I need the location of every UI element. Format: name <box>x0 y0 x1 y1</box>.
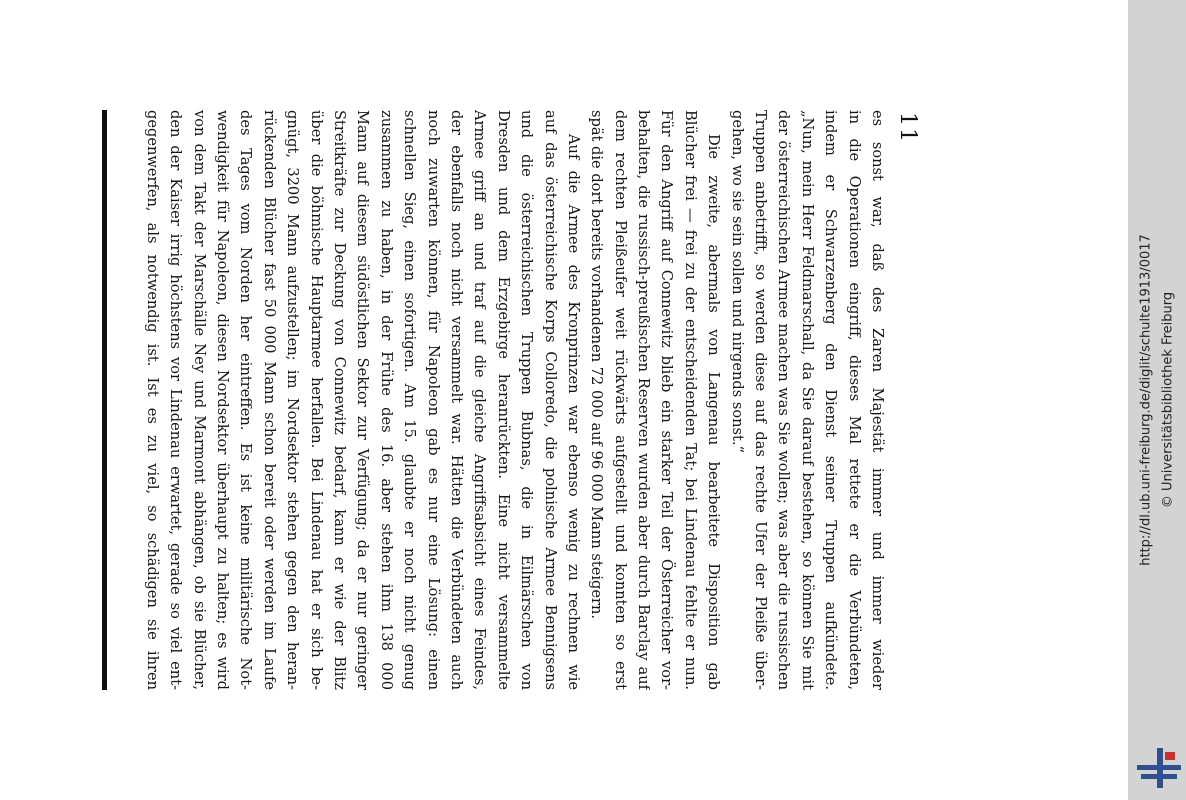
text-line: dem rechten Pleißeufer weit rückwärts aufgestellt und konnten so erst <box>611 110 629 690</box>
text-line: Blücher frei — frei zu der entscheidenden Tat; bei Lindenau fehlte er nun. <box>681 110 699 690</box>
text-line: über die böhmische Hauptarmee herfallen. Bei Lindenau hat er sich be- <box>307 110 325 690</box>
page-text <box>141 110 890 690</box>
text-line: Streitkräfte zur Deckung von Connewitz bedarf, kann er wie der Blitz <box>331 110 349 690</box>
header-rule <box>102 110 107 690</box>
text-line: zusammen zu haben, in der Frühe des 16. aber stehen ihm 138 000 <box>377 110 395 690</box>
page-number: 11 <box>895 112 920 144</box>
text-line: Für den Angriff auf Connewitz blieb ein starker Teil der Österreicher vor- <box>658 110 676 690</box>
text-line: auf das österreichische Korps Colloredo, die polnische Armee Bennigsens <box>541 110 559 690</box>
text-line: des Tages vom Norden her eintreffen. Es ist keine militärische Not- <box>237 110 255 690</box>
text-line: noch zuwarten können, für Napoleon gab es nur eine Lösung: einen <box>424 110 442 690</box>
text-line: „Nun, mein Herr Feldmarschall, da Sie darauf bestehen, so können Sie mit <box>798 110 816 690</box>
source-url[interactable]: http://dl.ub.uni-freiburg.de/diglit/schulte1913/0017 <box>1138 234 1154 566</box>
text-line: spät die dort bereits vorhandenen 72 000 auf 96 000 Mann steigern. <box>588 110 606 620</box>
text-line: in die Operationen eingriff, dieses Mal rettete er die Verbündeten, <box>845 110 863 690</box>
text-line: indem er Schwarzenberg den Dienst seiner Truppen aufkündete. <box>822 110 840 690</box>
text-line: Dresden und dem Erzgebirge heranrückten. Eine nicht versammelte <box>494 110 512 690</box>
library-sidebar <box>1128 0 1186 800</box>
text-line: Truppen anbetrifft, so werden diese auf das rechte Ufer der Pleiße über- <box>752 110 770 690</box>
text-line: wendigkeit für Napoleon, diesen Nordsektor überhaupt zu halten; es wird <box>214 110 232 690</box>
text-line: Die zweite, abermals von Langenau bearbeitete Disposition gab <box>705 134 723 690</box>
text-line: der ebenfalls noch nicht versammelt war. Hätten die Verbündeten auch <box>447 110 465 690</box>
text-line: schnellen Sieg, einen sofortigen. Am 15. glaubte er noch nicht genug <box>401 110 419 690</box>
text-line: es sonst war, daß des Zaren Majestät immer und immer wieder <box>869 110 886 690</box>
text-line: der österreichischen Armee machen was Sie wollen; was aber die russischen <box>775 110 793 690</box>
text-line: gegenwerfen, als notwendig ist. Ist es zu viel, so schädigen sie ihren <box>143 110 161 690</box>
text-line: den der Kaiser irrig höchstens vor Lindenau erwartet, gerade so viel ent- <box>167 110 185 690</box>
text-line: Mann auf diesem südöstlichen Sektor zur Verfügung; da er nur geringer <box>354 110 372 690</box>
text-line: und die österreichischen Truppen Bubnas, die in Eilmärschen von <box>518 110 536 690</box>
text-line: rückenden Blücher fast 50 000 Mann schon bereit oder werden im Laufe <box>260 110 278 690</box>
text-line: von dem Takt der Marschälle Ney und Marmont abhängen, ob sie Blücher, <box>190 110 208 690</box>
text-line: Armee griff an und traf auf die gleiche Angriffsabsicht eines Feindes, <box>471 110 489 690</box>
text-line: Auf die Armee des Kronprinzen war ebenso wenig zu rechnen wie <box>564 134 582 690</box>
ub-freiburg-logo-icon <box>1137 748 1181 788</box>
text-line: behalten, die russisch-preußischen Reserven wurden aber durch Barclay auf <box>635 110 653 690</box>
text-line: gehen, wo sie sein sollen und nirgends sonst.“ <box>728 110 746 453</box>
copyright-notice: © Universitätsbibliothek Freiburg <box>1160 291 1176 509</box>
text-line: gnügt, 3200 Mann aufzustellen; im Nordsektor stehen gegen den heran- <box>284 110 302 690</box>
